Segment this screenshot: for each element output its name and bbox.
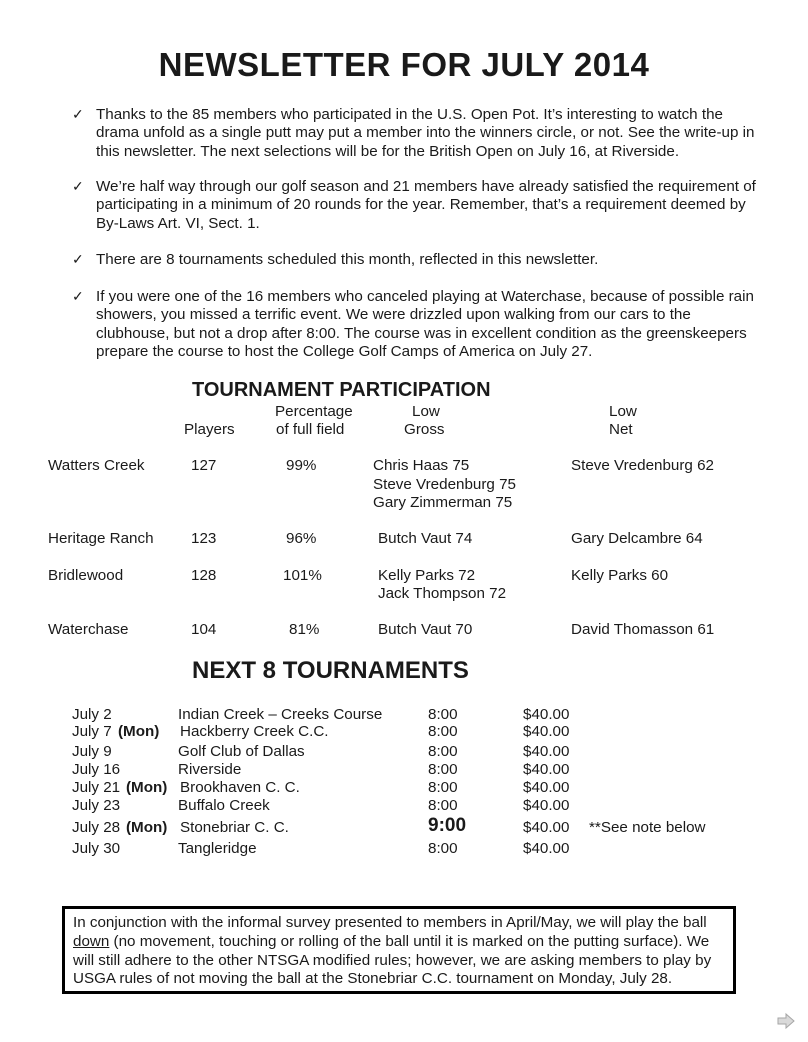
schedule-date: July 30	[72, 840, 121, 857]
schedule-course: Hackberry Creek C.C.	[180, 723, 329, 740]
note-underlined-word: down	[73, 932, 110, 950]
check-icon: ✓	[72, 106, 84, 122]
schedule-course: Golf Club of Dallas	[178, 743, 305, 760]
monday-label: (Mon)	[126, 779, 168, 796]
schedule-date: July 21	[72, 779, 121, 796]
schedule-time: 8:00	[428, 761, 458, 778]
bullet-item: There are 8 tournaments scheduled this month, reflected in this newsletter.	[96, 251, 599, 268]
low-net: Steve Vredenburg 62	[571, 457, 714, 474]
low-net: David Thomasson 61	[571, 621, 715, 638]
low-gross: Kelly Parks 72	[378, 567, 476, 584]
field-percentage: 101%	[283, 567, 322, 584]
course-name: Bridlewood	[48, 567, 124, 584]
schedule-time: 9:00	[428, 815, 467, 836]
bullet-item: If you were one of the 16 members who canceled playing at Waterchase, because of possible rain showers, you missed a terrific event. We were drizzled upon walking from our cars to the clubhouse, but not a drop after 8:00. The course was in excellent condition as the greenskeepers prepare the course to host the College Golf Camps of America on July 27.	[96, 288, 754, 361]
schedule-fee: $40.00	[523, 779, 570, 796]
note-text-part2: (no movement, touching or rolling of the ball until it is marked on the putting surface). We will still adhere to the other NTSGA modified rules; however, we are asking members to play by USGA rules of not moving the ball at the Stonebriar C.C. tournament on Monday, July 28.	[73, 932, 712, 988]
check-icon: ✓	[72, 178, 84, 194]
schedule-date: July 23	[72, 797, 121, 814]
schedule-course: Brookhaven C. C.	[180, 779, 300, 796]
low-gross: Chris Haas 75	[373, 457, 470, 474]
schedule-time: 8:00	[428, 797, 458, 814]
low-gross: Gary Zimmerman 75	[373, 494, 513, 511]
field-percentage: 81%	[289, 621, 320, 638]
schedule-fee: $40.00	[523, 706, 570, 723]
course-name: Waterchase	[48, 621, 129, 638]
schedule-date: July 7	[72, 723, 112, 740]
players-count: 104	[191, 621, 217, 638]
participation-heading: TOURNAMENT PARTICIPATION	[192, 379, 491, 401]
schedule-course: Riverside	[178, 761, 242, 778]
header-low-net: Low	[609, 403, 637, 420]
schedule-fee: $40.00	[523, 761, 570, 778]
course-name: Watters Creek	[48, 457, 145, 474]
schedule-time: 8:00	[428, 840, 458, 857]
schedule-course: Tangleridge	[178, 840, 257, 857]
field-percentage: 96%	[286, 530, 317, 547]
header-net: Net	[609, 421, 633, 438]
schedule-fee: $40.00	[523, 819, 570, 836]
header-players: Players	[184, 421, 235, 438]
bullet-item: We’re half way through our golf season and 21 members have already satisfied the requirement of participating in a minimum of 20 rounds for the year. Remember, that’s a requirement deemed by By-Laws Art. VI, Sect. 1.	[96, 178, 756, 232]
check-icon: ✓	[72, 288, 84, 304]
schedule-date: July 16	[72, 761, 121, 778]
schedule-course: Indian Creek – Creeks Course	[178, 706, 383, 723]
low-net: Kelly Parks 60	[571, 567, 669, 584]
players-count: 123	[191, 530, 217, 547]
schedule-fee: $40.00	[523, 840, 570, 857]
header-low-gross: Low	[412, 403, 440, 420]
schedule-course: Stonebriar C. C.	[180, 819, 289, 836]
note-text-part1: In conjunction with the informal survey presented to members in April/May, we will play the ball	[73, 914, 707, 931]
schedule-date: July 28	[72, 819, 121, 836]
header-gross: Gross	[404, 421, 445, 438]
low-net: Gary Delcambre 64	[571, 530, 703, 547]
players-count: 128	[191, 567, 217, 584]
schedule-time: 8:00	[428, 743, 458, 760]
schedule-fee: $40.00	[523, 797, 570, 814]
low-gross: Steve Vredenburg 75	[373, 476, 516, 493]
field-percentage: 99%	[286, 457, 317, 474]
bullet-item: Thanks to the 85 members who participated in the U.S. Open Pot. It’s interesting to watch the drama unfold as a single putt may put a member into the winners circle, or not. See the write-up in this newsletter. The next selections will be for the British Open on July 16, at Riverside.	[96, 106, 755, 160]
low-gross: Jack Thompson 72	[378, 585, 507, 602]
monday-label: (Mon)	[126, 819, 168, 836]
next-tournaments-heading: NEXT 8 TOURNAMENTS	[192, 657, 469, 684]
schedule-course: Buffalo Creek	[178, 797, 270, 814]
schedule-date: July 2	[72, 706, 112, 723]
newsletter-title: NEWSLETTER FOR JULY 2014	[158, 46, 650, 83]
check-icon: ✓	[72, 251, 84, 267]
schedule-fee: $40.00	[523, 723, 570, 740]
header-percentage: Percentage	[275, 403, 353, 420]
schedule-time: 8:00	[428, 779, 458, 796]
rules-note-box	[62, 906, 736, 994]
low-gross: Butch Vaut 74	[378, 530, 473, 547]
arrow-right-icon[interactable]	[776, 1012, 796, 1030]
schedule-time: 8:00	[428, 723, 458, 740]
schedule-note: **See note below	[589, 819, 706, 836]
schedule-date: July 9	[72, 743, 112, 760]
monday-label: (Mon)	[118, 723, 160, 740]
schedule-time: 8:00	[428, 706, 458, 723]
players-count: 127	[191, 457, 217, 474]
low-gross: Butch Vaut 70	[378, 621, 473, 638]
course-name: Heritage Ranch	[48, 530, 154, 547]
schedule-fee: $40.00	[523, 743, 570, 760]
header-full-field: of full field	[276, 421, 345, 438]
